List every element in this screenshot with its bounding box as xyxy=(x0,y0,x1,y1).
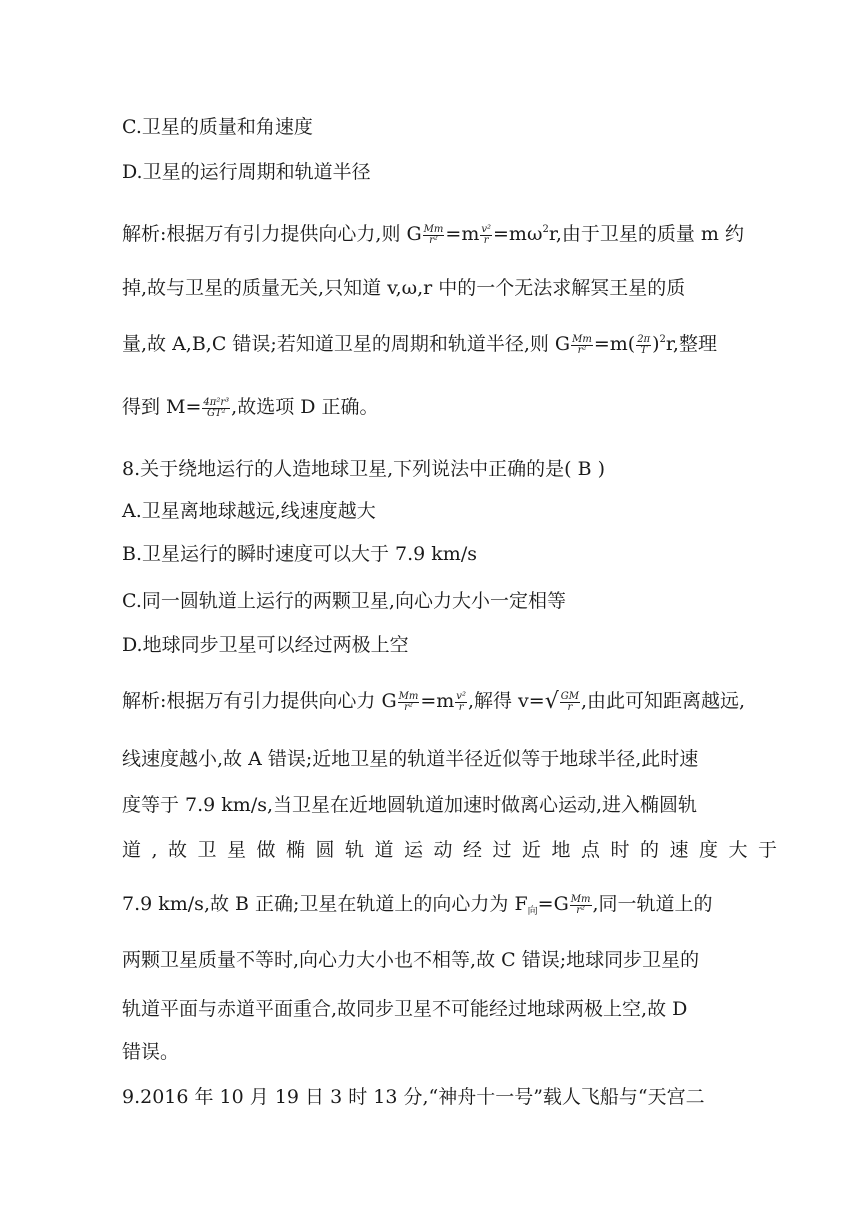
text-segment: 7.9 km/s,故 B 正确;卫星在轨道上的向心力为 F xyxy=(122,893,528,915)
fraction xyxy=(202,398,230,419)
text-segment: =m xyxy=(445,223,480,245)
fraction-numerator: Mm xyxy=(398,690,419,702)
fraction-numerator: Mm xyxy=(570,893,591,905)
text-segment: ,解得 v= xyxy=(467,690,545,712)
text-segment: ,由此可知距离越远, xyxy=(580,690,746,712)
fraction-denominator: GT² xyxy=(206,407,226,419)
fraction-numerator: Mm xyxy=(423,223,444,235)
fraction-denominator: r² xyxy=(577,344,587,356)
fraction xyxy=(560,692,580,713)
option-b-text: B.卫星运行的瞬时速度可以大于 7.9 km/s xyxy=(122,543,477,565)
analysis-line-8: 错误。 xyxy=(122,1041,180,1063)
fraction-denominator: T xyxy=(640,344,647,356)
fraction xyxy=(480,225,492,246)
fraction-denominator: r² xyxy=(429,234,438,246)
option-d-text: D.地球同步卫星可以经过两极上空 xyxy=(122,634,409,656)
superscript: 2 xyxy=(542,224,549,235)
fraction-denominator: r xyxy=(458,701,464,713)
text-segment: =m xyxy=(420,690,455,712)
subscript: 向 xyxy=(527,906,538,917)
analysis-line-2: 线速度越小,故 A 错误;近地卫星的轨道半径近似等于地球半径,此时速 xyxy=(122,748,699,770)
fraction xyxy=(636,335,651,356)
analysis-line-7: 轨道平面与赤道平面重合,故同步卫星不可能经过地球两极上空,故 D xyxy=(122,998,688,1020)
analysis-line-2: 掉,故与卫星的质量无关,只知道 v,ω,r 中的一个无法求解冥王星的质 xyxy=(122,277,686,299)
fraction-denominator: r² xyxy=(576,904,586,916)
fraction xyxy=(570,895,592,916)
fraction xyxy=(398,692,420,713)
fraction-numerator: 4π²r³ xyxy=(203,396,230,408)
fraction-numerator: GM xyxy=(560,690,579,702)
option-d-text: D.卫星的运行周期和轨道半径 xyxy=(122,161,371,183)
text-segment: ) xyxy=(652,333,660,355)
text-segment: 解析:根据万有引力提供向心力,则 G xyxy=(122,223,422,245)
fraction-numerator: v² xyxy=(456,690,466,702)
analysis-line-6: 两颗卫星质量不等时,向心力大小也不相等,故 C 错误;地球同步卫星的 xyxy=(122,949,700,971)
analysis-line-1 xyxy=(122,217,744,247)
option-c-text: C.同一圆轨道上运行的两颗卫星,向心力大小一定相等 xyxy=(122,590,566,612)
fraction-denominator: r² xyxy=(404,701,413,713)
text-segment: ,同一轨道上的 xyxy=(592,893,713,915)
option-c-text: C.卫星的质量和角速度 xyxy=(122,116,313,138)
fraction-numerator: 2π xyxy=(637,333,651,345)
text-segment: =G xyxy=(537,893,569,915)
analysis-line-4 xyxy=(122,394,379,420)
text-segment: r,整理 xyxy=(665,333,717,355)
analysis-line-1 xyxy=(122,688,745,714)
option-a-text: A.卫星离地球越远,线速度越大 xyxy=(122,500,376,522)
fraction xyxy=(423,225,445,246)
text-segment: 解析:根据万有引力提供向心力 G xyxy=(122,690,397,712)
question-9-stem: 9.2016 年 10 月 19 日 3 时 13 分,“神舟十一号”载人飞船与“天宫二 xyxy=(122,1086,705,1108)
fraction-numerator: Mm xyxy=(572,333,592,345)
fraction-denominator: r xyxy=(567,701,573,713)
text-segment: =mω xyxy=(493,223,543,245)
square-root-sign: √ xyxy=(544,689,559,714)
analysis-line-3 xyxy=(122,327,717,357)
text-segment: 量,故 A,B,C 错误;若知道卫星的周期和轨道半径,则 G xyxy=(122,333,571,355)
question-8-stem: 8.关于绕地运行的人造地球卫星,下列说法中正确的是( B ) xyxy=(122,458,606,480)
fraction xyxy=(455,692,467,713)
fraction xyxy=(571,335,593,356)
analysis-line-4: 道,故卫星做椭圆轨道运动经过近地点时的速度大于 xyxy=(122,839,788,861)
fraction-denominator: r xyxy=(483,234,489,246)
analysis-line-5 xyxy=(122,891,713,925)
text-segment: ,故选项 D 正确。 xyxy=(231,396,379,418)
fraction-numerator: v² xyxy=(481,223,492,235)
text-segment: =m( xyxy=(593,333,636,355)
superscript: 2 xyxy=(659,334,666,345)
text-segment: 得到 M= xyxy=(122,396,202,418)
text-segment: r,由于卫星的质量 m 约 xyxy=(548,223,744,245)
analysis-line-3: 度等于 7.9 km/s,当卫星在近地圆轨道加速时做离心运动,进入椭圆轨 xyxy=(122,794,698,816)
